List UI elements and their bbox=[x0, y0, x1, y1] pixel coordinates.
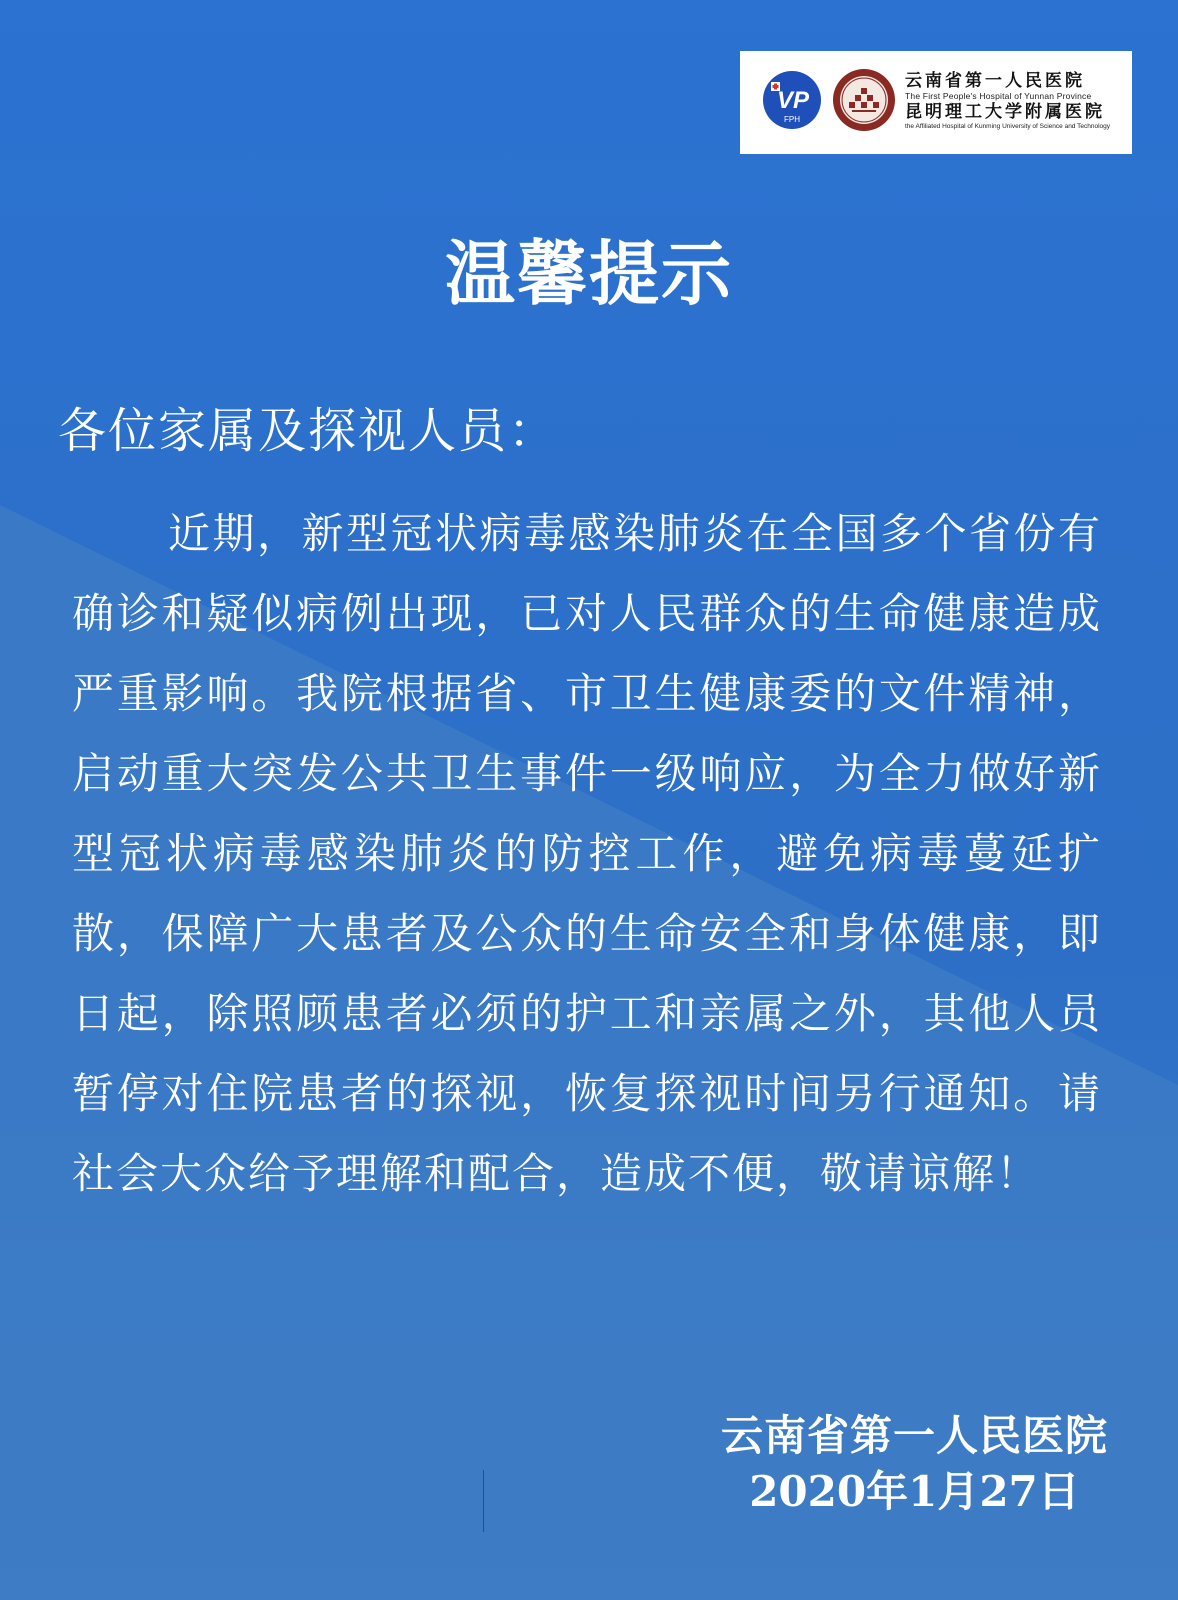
logo-hospital-name-en: The First People's Hospital of Yunnan Province bbox=[905, 91, 1092, 101]
divider bbox=[483, 1470, 484, 1532]
signature-date: 2020年1月27日 bbox=[749, 1467, 1080, 1516]
notice-title: 温馨提示 bbox=[445, 232, 733, 315]
vp-logo-subtext: FPH bbox=[784, 115, 800, 124]
hospital-seal-icon bbox=[832, 68, 896, 132]
signature-organization: 云南省第一人民医院 bbox=[720, 1411, 1108, 1460]
vp-logo-icon bbox=[762, 70, 822, 130]
signature-block bbox=[721, 1408, 1108, 1520]
logo-university-name-cn: 昆明理工大学附属医院 bbox=[905, 102, 1105, 122]
notice-body: 近期，新型冠状病毒感染肺炎在全国多个省份有确诊和疑似病例出现，已对人民群众的生命健康造成严重影响。我院根据省、市卫生健康委的文件精神，启动重大突发公共卫生事件一级响应，为全力做好新型冠状病毒感染肺炎的防控工作，避免病毒蔓延扩散，保障广大患者及公众的生命安全和身体健康，即日起，除照顾患者必须的护工和亲属之外，其他人员暂停对住院患者的探视，恢复探视时间另行通知。请社会大众给予理解和配合，造成不便，敬请谅解！ bbox=[72, 509, 1102, 1198]
salutation: 各位家属及探视人员： bbox=[58, 403, 559, 459]
logo-university-name-en: the Affiliated Hospital of Kunming University of Science and Technology bbox=[905, 123, 1110, 130]
hospital-logo-banner bbox=[740, 51, 1132, 154]
logo-hospital-name-cn: 云南省第一人民医院 bbox=[905, 71, 1085, 91]
vp-logo-letters: VP bbox=[776, 87, 810, 114]
